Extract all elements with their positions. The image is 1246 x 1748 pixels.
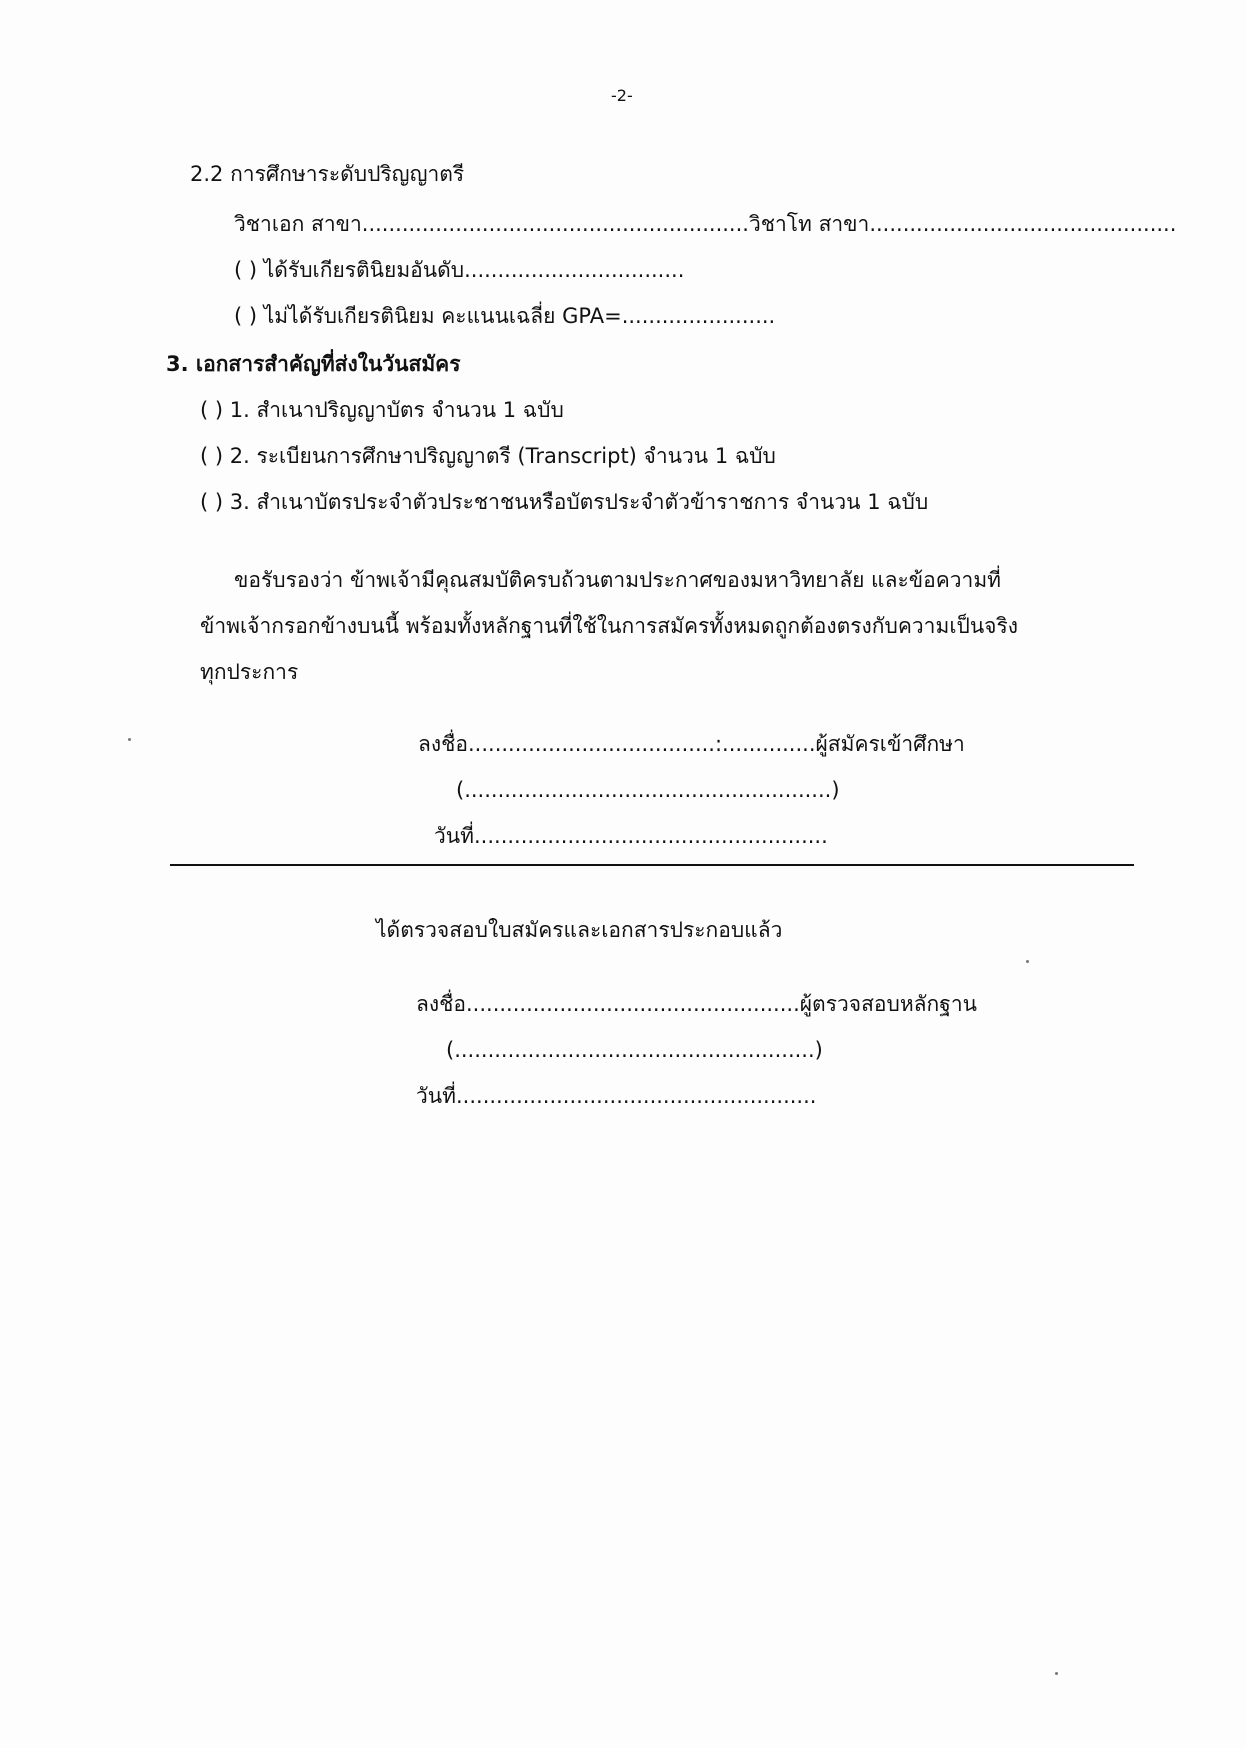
section-3-heading: 3. เอกสารสำคัญที่ส่งในวันสมัคร bbox=[166, 352, 461, 376]
certification-line-3: ทุกประการ bbox=[200, 660, 299, 684]
scan-speck bbox=[1026, 960, 1029, 963]
certification-line-1: ขอรับรองว่า ข้าพเจ้ามีคุณสมบัติครบถ้วนตามประกาศของมหาวิทยาลัย และข้อความที่ bbox=[234, 568, 1002, 592]
verification-statement: ได้ตรวจสอบใบสมัครและเอกสารประกอบแล้ว bbox=[376, 918, 783, 942]
applicant-name-line: (.......................................................) bbox=[456, 778, 840, 802]
verifier-name-line: (......................................................) bbox=[446, 1038, 823, 1062]
applicant-date-line: วันที่..................................................... bbox=[434, 824, 828, 848]
scan-speck bbox=[128, 738, 131, 741]
document-item-3: ( ) 3. สำเนาบัตรประจำตัวประชาชนหรือบัตรประจำตัวข้าราชการ จำนวน 1 ฉบับ bbox=[200, 490, 929, 514]
section-divider bbox=[170, 864, 1134, 866]
document-item-2: ( ) 2. ระเบียนการศึกษาปริญญาตรี (Transcript) จำนวน 1 ฉบับ bbox=[200, 444, 776, 468]
section-2-2-heading: 2.2 การศึกษาระดับปริญญาตรี bbox=[190, 162, 465, 186]
no-honors-option: ( ) ไม่ได้รับเกียรตินิยม คะแนนเฉลี่ย GPA=....................... bbox=[234, 304, 776, 328]
document-item-1: ( ) 1. สำเนาปริญญาบัตร จำนวน 1 ฉบับ bbox=[200, 398, 564, 422]
verifier-date-line: วันที่...................................................... bbox=[416, 1084, 817, 1108]
applicant-sign-line: ลงชื่อ.....................................:..............ผู้สมัครเข้าศึกษา bbox=[418, 732, 965, 756]
honors-option: ( ) ได้รับเกียรตินิยมอันดับ................................. bbox=[234, 258, 685, 282]
scan-speck bbox=[1055, 1672, 1058, 1675]
major-minor-line: วิชาเอก สาขา..........................................................วิชาโท สาขา.............................................. bbox=[234, 212, 1177, 236]
page-number: -2- bbox=[611, 86, 633, 105]
verifier-sign-line: ลงชื่อ..................................................ผู้ตรวจสอบหลักฐาน bbox=[416, 992, 977, 1016]
certification-line-2: ข้าพเจ้ากรอกข้างบนนี้ พร้อมทั้งหลักฐานที่ใช้ในการสมัครทั้งหมดถูกต้องตรงกับความเป็นจริง bbox=[200, 614, 1019, 638]
